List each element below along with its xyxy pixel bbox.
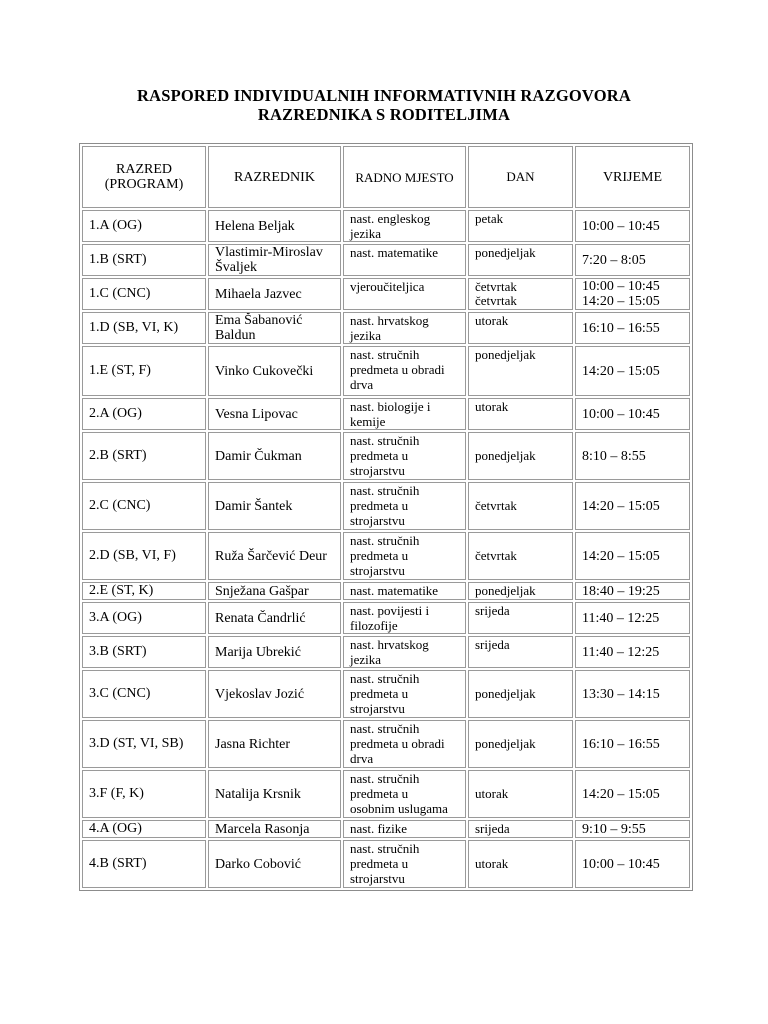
document-title (0, 86, 768, 124)
cell-dan: utorak (468, 840, 573, 888)
cell-razrednik: Vjekoslav Jozić (208, 670, 341, 718)
cell-razred: 2.A (OG) (82, 398, 206, 430)
cell-razred: 2.B (SRT) (82, 432, 206, 480)
cell-vrijeme: 11:40 – 12:25 (575, 602, 690, 634)
table-row (82, 312, 690, 344)
cell-razred: 4.B (SRT) (82, 840, 206, 888)
cell-razrednik: Darko Cobović (208, 840, 341, 888)
cell-razrednik: Natalija Krsnik (208, 770, 341, 818)
cell-vrijeme: 13:30 – 14:15 (575, 670, 690, 718)
cell-razrednik: Mihaela Jazvec (208, 278, 341, 310)
cell-razrednik: Ema Šabanović Baldun (208, 312, 341, 344)
cell-razrednik: Damir Čukman (208, 432, 341, 480)
cell-vrijeme: 14:20 – 15:05 (575, 346, 690, 396)
cell-radno-mjesto: nast. fizike (343, 820, 466, 838)
cell-radno-mjesto: nast. stručnih predmeta u osobnim uslugama (343, 770, 466, 818)
cell-razred: 1.A (OG) (82, 210, 206, 242)
cell-radno-mjesto: nast. matematike (343, 582, 466, 600)
table-row (82, 346, 690, 396)
cell-dan: utorak (468, 398, 573, 430)
cell-razred: 1.E (ST, F) (82, 346, 206, 396)
cell-vrijeme: 14:20 – 15:05 (575, 532, 690, 580)
cell-vrijeme: 11:40 – 12:25 (575, 636, 690, 668)
cell-vrijeme: 7:20 – 8:05 (575, 244, 690, 276)
cell-vrijeme: 18:40 – 19:25 (575, 582, 690, 600)
schedule-table (79, 143, 693, 891)
cell-razrednik: Vlastimir-Miroslav Švaljek (208, 244, 341, 276)
cell-razrednik: Marija Ubrekić (208, 636, 341, 668)
cell-vrijeme: 14:20 – 15:05 (575, 770, 690, 818)
cell-razred: 3.B (SRT) (82, 636, 206, 668)
cell-dan: ponedjeljak (468, 432, 573, 480)
cell-vrijeme: 14:20 – 15:05 (575, 482, 690, 530)
cell-razred: 3.A (OG) (82, 602, 206, 634)
header-razrednik: RAZREDNIK (208, 146, 341, 208)
table-row (82, 278, 690, 310)
cell-vrijeme: 8:10 – 8:55 (575, 432, 690, 480)
cell-radno-mjesto: nast. povijesti i filozofije (343, 602, 466, 634)
cell-dan: utorak (468, 770, 573, 818)
cell-dan: srijeda (468, 602, 573, 634)
cell-razred: 1.B (SRT) (82, 244, 206, 276)
cell-radno-mjesto: nast. stručnih predmeta u obradi drva (343, 346, 466, 396)
title-line-2: RAZREDNIKA S RODITELJIMA (257, 105, 511, 124)
cell-radno-mjesto: nast. stručnih predmeta u obradi drva (343, 720, 466, 768)
cell-radno-mjesto: nast. hrvatskog jezika (343, 636, 466, 668)
cell-dan: četvrtak četvrtak (468, 278, 573, 310)
cell-dan: petak (468, 210, 573, 242)
cell-dan: ponedjeljak (468, 670, 573, 718)
cell-razrednik: Helena Beljak (208, 210, 341, 242)
cell-radno-mjesto: nast. biologije i kemije (343, 398, 466, 430)
cell-vrijeme: 10:00 – 10:45 (575, 210, 690, 242)
cell-razred: 1.D (SB, VI, K) (82, 312, 206, 344)
cell-razred: 2.E (ST, K) (82, 582, 206, 600)
table-row (82, 720, 690, 768)
cell-razrednik: Vinko Cukovečki (208, 346, 341, 396)
cell-vrijeme: 10:00 – 10:45 (575, 398, 690, 430)
header-radno-mjesto: RADNO MJESTO (343, 146, 466, 208)
table-row (82, 670, 690, 718)
cell-radno-mjesto: nast. stručnih predmeta u strojarstvu (343, 670, 466, 718)
header-razred: RAZRED (PROGRAM) (82, 146, 206, 208)
cell-vrijeme: 10:00 – 10:45 (575, 840, 690, 888)
header-vrijeme: VRIJEME (575, 146, 690, 208)
header-dan: DAN (468, 146, 573, 208)
cell-razred: 2.C (CNC) (82, 482, 206, 530)
cell-radno-mjesto: nast. matematike (343, 244, 466, 276)
cell-radno-mjesto: nast. engleskog jezika (343, 210, 466, 242)
table-row (82, 532, 690, 580)
cell-dan: četvrtak (468, 532, 573, 580)
cell-dan: utorak (468, 312, 573, 344)
cell-radno-mjesto: nast. stručnih predmeta u strojarstvu (343, 482, 466, 530)
cell-radno-mjesto: vjeroučiteljica (343, 278, 466, 310)
table-row (82, 432, 690, 480)
cell-razrednik: Marcela Rasonja (208, 820, 341, 838)
cell-razrednik: Damir Šantek (208, 482, 341, 530)
cell-razred: 2.D (SB, VI, F) (82, 532, 206, 580)
cell-razred: 3.F (F, K) (82, 770, 206, 818)
cell-razrednik: Renata Čandrlić (208, 602, 341, 634)
table-row (82, 840, 690, 888)
cell-dan: srijeda (468, 636, 573, 668)
cell-razred: 1.C (CNC) (82, 278, 206, 310)
table-row (82, 602, 690, 634)
cell-razred: 4.A (OG) (82, 820, 206, 838)
table-row (82, 820, 690, 838)
cell-vrijeme: 10:00 – 10:45 14:20 – 15:05 (575, 278, 690, 310)
cell-radno-mjesto: nast. hrvatskog jezika (343, 312, 466, 344)
cell-radno-mjesto: nast. stručnih predmeta u strojarstvu (343, 532, 466, 580)
cell-razred: 3.C (CNC) (82, 670, 206, 718)
cell-razred: 3.D (ST, VI, SB) (82, 720, 206, 768)
cell-razrednik: Snježana Gašpar (208, 582, 341, 600)
table-header-row (82, 146, 690, 208)
cell-razrednik: Ruža Šarčević Deur (208, 532, 341, 580)
cell-radno-mjesto: nast. stručnih predmeta u strojarstvu (343, 840, 466, 888)
cell-dan: srijeda (468, 820, 573, 838)
title-line-1: RASPORED INDIVIDUALNIH INFORMATIVNIH RAZGOVORA (137, 86, 631, 105)
cell-dan: ponedjeljak (468, 720, 573, 768)
cell-vrijeme: 16:10 – 16:55 (575, 312, 690, 344)
table-row (82, 636, 690, 668)
table-row (82, 210, 690, 242)
table-row (82, 244, 690, 276)
table-row (82, 398, 690, 430)
cell-vrijeme: 9:10 – 9:55 (575, 820, 690, 838)
table-body (82, 210, 690, 888)
cell-razrednik: Jasna Richter (208, 720, 341, 768)
table-row (82, 770, 690, 818)
cell-dan: ponedjeljak (468, 582, 573, 600)
cell-dan: četvrtak (468, 482, 573, 530)
table-row (82, 582, 690, 600)
cell-radno-mjesto: nast. stručnih predmeta u strojarstvu (343, 432, 466, 480)
cell-dan: ponedjeljak (468, 346, 573, 396)
cell-dan: ponedjeljak (468, 244, 573, 276)
cell-razrednik: Vesna Lipovac (208, 398, 341, 430)
cell-vrijeme: 16:10 – 16:55 (575, 720, 690, 768)
table-row (82, 482, 690, 530)
